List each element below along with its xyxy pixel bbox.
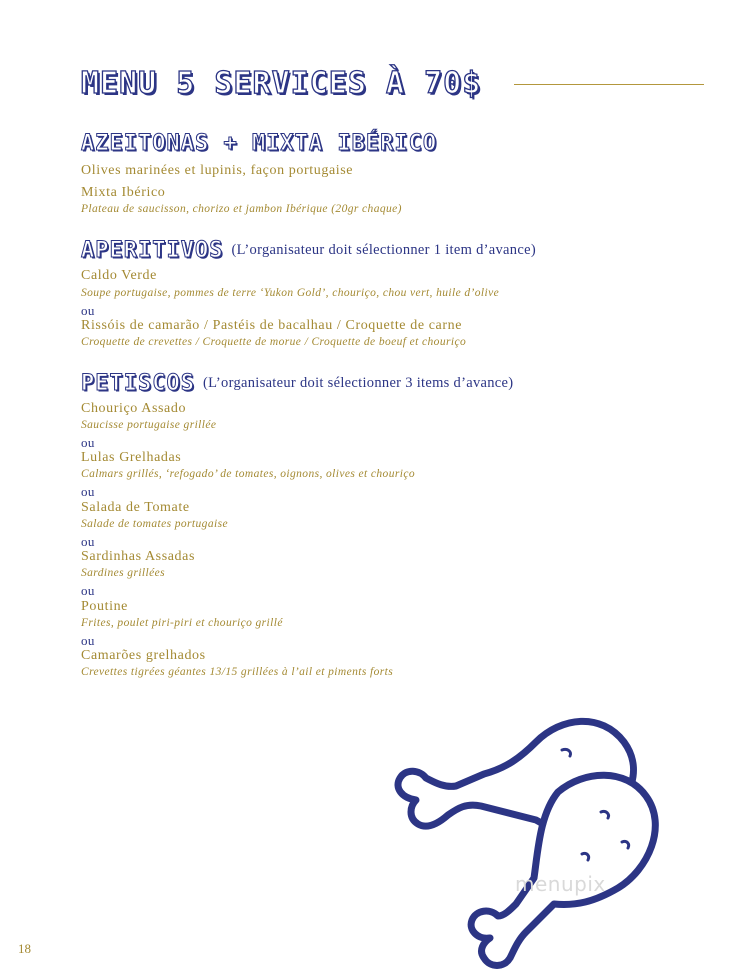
- item-name: Poutine: [81, 599, 128, 614]
- item-description: Crevettes tigrées géantes 13/15 grillées à l’ail et piments forts: [81, 666, 394, 678]
- title-divider: [514, 84, 704, 85]
- item-description: Soupe portugaise, pommes de terre ‘Yukon Gold’, chouriço, chou vert, huile d’olive: [81, 287, 500, 299]
- page-title: MENU 5 SERVICES À 70$: [81, 66, 482, 101]
- item-name: Camarões grelhados: [81, 648, 206, 663]
- item-description: Frites, poulet piri-piri et chouriço grillé: [81, 617, 283, 629]
- or-separator: ou: [81, 583, 95, 598]
- item-description: Salade de tomates portugaise: [81, 518, 228, 530]
- item-name: Sardinhas Assadas: [81, 549, 196, 564]
- section-heading-azeitonas: [81, 131, 437, 156]
- item-description: Olives marinées et lupinis, façon portugaise: [81, 163, 354, 178]
- item-name: Salada de Tomate: [81, 500, 190, 515]
- item-description: Plateau de saucisson, chorizo et jambon Ibérique (20gr chaque): [81, 203, 402, 215]
- section-title: PETISCOS: [81, 371, 195, 396]
- or-separator: ou: [81, 633, 95, 648]
- item-description: Croquette de crevettes / Croquette de morue / Croquette de boeuf et chouriço: [81, 336, 467, 348]
- section-title: APERITIVOS: [81, 238, 224, 263]
- chicken-drumsticks-icon: [386, 702, 676, 971]
- item-name: Chouriço Assado: [81, 401, 187, 416]
- or-separator: ou: [81, 534, 95, 549]
- item-name: Mixta Ibérico: [81, 185, 166, 200]
- or-separator: ou: [81, 484, 95, 499]
- section-title: AZEITONAS + MIXTA IBÉRICO: [81, 131, 438, 156]
- item-name: Rissóis de camarão / Pastéis de bacalhau / Croquette de carne: [81, 318, 463, 333]
- title-row: [81, 66, 706, 106]
- item-description: Calmars grillés, ‘refogado’ de tomates, oignons, olives et chouriço: [81, 468, 415, 480]
- item-name: Caldo Verde: [81, 268, 157, 283]
- or-separator: ou: [81, 435, 95, 450]
- section-note: (L’organisateur doit sélectionner 3 items d’avance): [202, 375, 514, 391]
- section-heading-petiscos: [81, 371, 513, 396]
- or-separator: ou: [81, 303, 95, 318]
- item-description: Saucisse portugaise grillée: [81, 419, 217, 431]
- watermark-text: menupix: [515, 872, 606, 896]
- section-heading-aperitivos: [81, 238, 536, 263]
- item-name: Lulas Grelhadas: [81, 450, 182, 465]
- page-number: 18: [18, 941, 31, 956]
- section-note: (L’organisateur doit sélectionner 1 item d’avance): [231, 242, 536, 258]
- item-description: Sardines grillées: [81, 567, 165, 579]
